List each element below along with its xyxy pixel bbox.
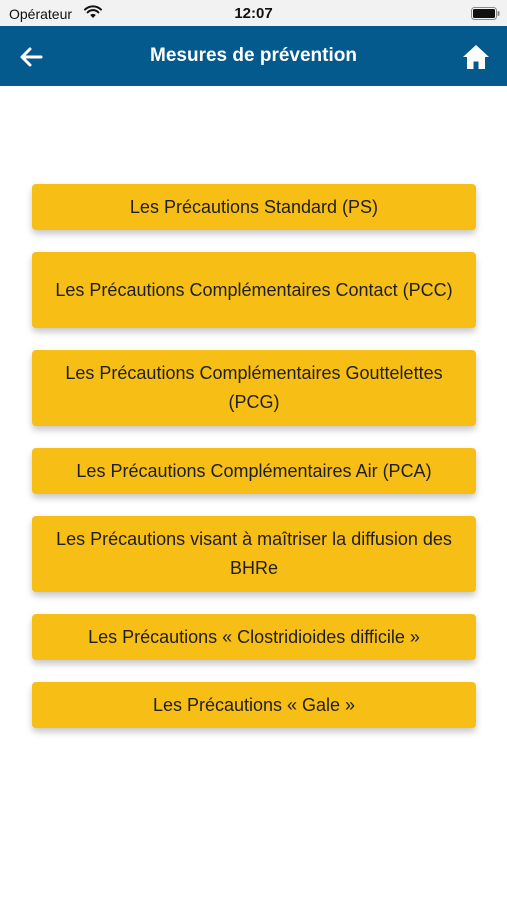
battery-icon xyxy=(471,7,501,20)
status-bar xyxy=(0,0,507,26)
menu-button-gale[interactable]: Les Précautions « Gale » xyxy=(32,682,476,728)
prevention-menu xyxy=(32,184,476,750)
carrier-label: Opérateur xyxy=(9,6,73,22)
menu-button-air[interactable]: Les Précautions Complémentaires Air (PCA) xyxy=(32,448,476,494)
menu-button-clostridioides[interactable]: Les Précautions « Clostridioides difficile » xyxy=(32,614,476,660)
menu-button-contact[interactable]: Les Précautions Complémentaires Contact (PCC) xyxy=(32,252,476,328)
menu-button-bhre[interactable]: Les Précautions visant à maîtriser la diffusion des BHRe xyxy=(32,516,476,592)
menu-button-droplets[interactable]: Les Précautions Complémentaires Gouttelettes (PCG) xyxy=(32,350,476,426)
navigation-bar xyxy=(0,26,507,86)
page-title: Mesures de prévention xyxy=(150,45,357,66)
home-icon[interactable] xyxy=(461,43,491,71)
status-time: 12:07 xyxy=(234,5,273,22)
menu-button-standard[interactable]: Les Précautions Standard (PS) xyxy=(32,184,476,230)
